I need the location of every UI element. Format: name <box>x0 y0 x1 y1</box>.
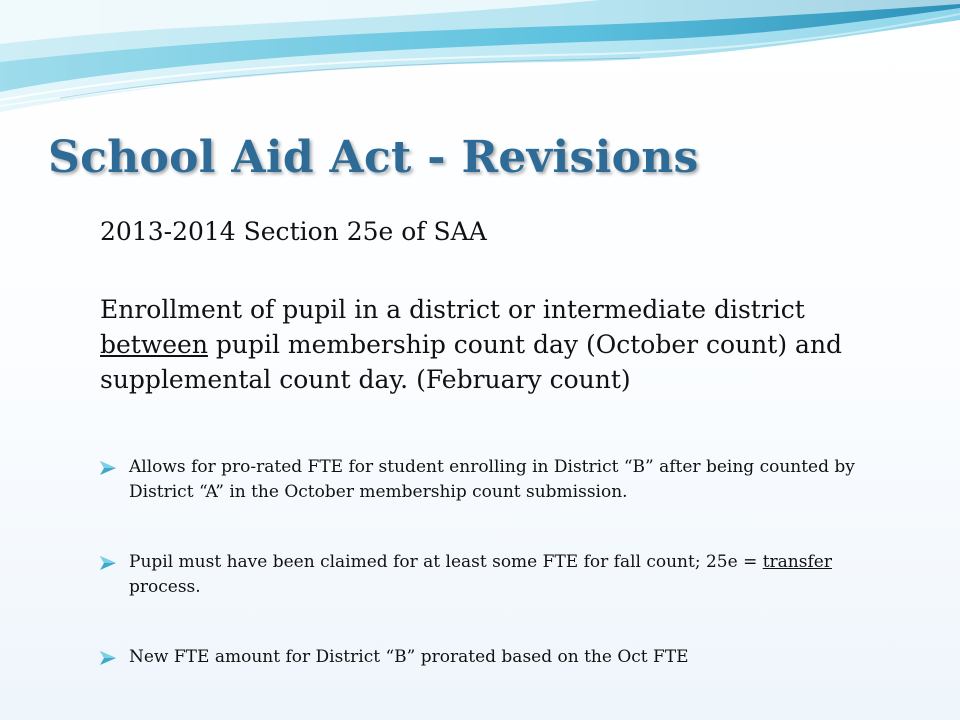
enrollment-paragraph <box>100 292 900 397</box>
wave-header-decoration <box>0 0 960 130</box>
bullet-item <box>100 455 900 505</box>
paragraph-text-end: pupil membership count day (October count) and supplemental count day. (February count) <box>100 330 843 394</box>
bullet-text: New FTE amount for District “B” prorated based on the Oct FTE <box>129 647 689 667</box>
bullet-item <box>100 550 900 600</box>
paragraph-underlined-word: between <box>100 330 208 359</box>
bullet-item <box>100 645 900 670</box>
paragraph-text-start: Enrollment of pupil in a district or intermediate district <box>100 295 805 324</box>
slide-title: School Aid Act - Revisions <box>48 132 699 183</box>
bullet-text-start: Pupil must have been claimed for at least some FTE for fall count; 25e = <box>129 552 763 572</box>
arrowhead-bullet-icon <box>100 556 116 570</box>
bullet-text-end: process. <box>129 577 201 597</box>
bullet-list <box>100 455 900 670</box>
bullet-underlined-word: transfer <box>762 552 832 572</box>
arrowhead-bullet-icon <box>100 461 116 475</box>
arrowhead-bullet-icon <box>100 651 116 665</box>
bullet-text: Allows for pro-rated FTE for student enrolling in District “B” after being counted by District “A” in the October membership count submission. <box>129 457 855 502</box>
section-subtitle: 2013-2014 Section 25e of SAA <box>100 217 487 246</box>
